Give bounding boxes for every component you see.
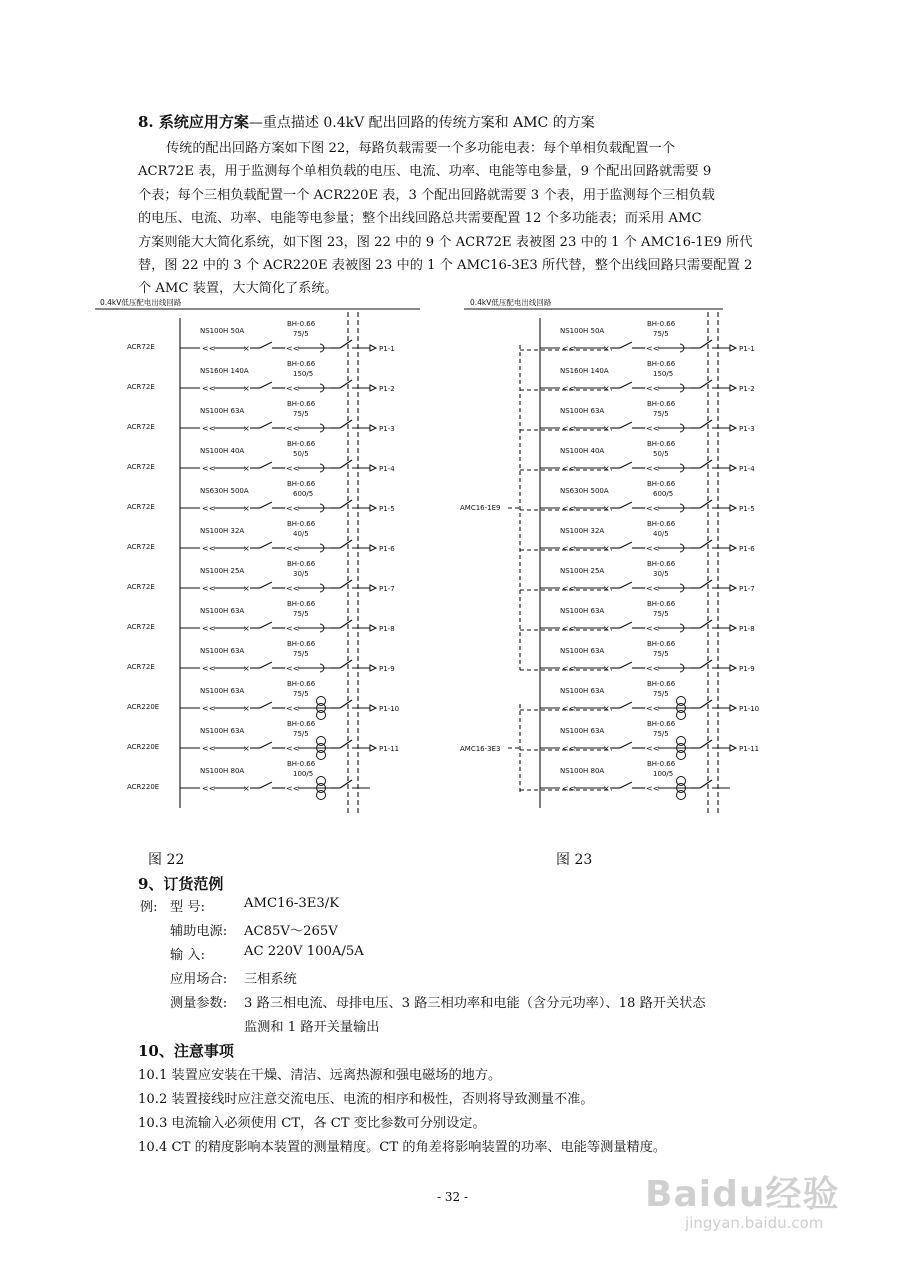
ct-coil-icon <box>677 751 686 760</box>
ct-ratio-label: 40/5 <box>653 530 669 538</box>
output-label: P1-5 <box>739 505 755 513</box>
meter-label: ACR220E <box>127 783 160 791</box>
draw-out-contact: << <box>202 424 216 433</box>
ct-ratio-label: 75/5 <box>293 690 309 698</box>
breaker-contact: × <box>243 584 250 593</box>
output-switch-blade <box>700 660 712 668</box>
ct-type-label: BH-0.66 <box>287 440 316 448</box>
breaker-label: NS100H 80A <box>560 767 605 775</box>
ct-ratio-label: 50/5 <box>293 450 309 458</box>
section-8-title: 8. 系统应用方案 <box>138 113 249 131</box>
breaker-blade <box>620 422 632 428</box>
ct-type-label: BH-0.66 <box>647 760 676 768</box>
meter-label: ACR220E <box>127 743 160 751</box>
breaker-contact: × <box>603 704 610 713</box>
output-label: P1-6 <box>739 545 755 553</box>
breaker-blade <box>620 462 632 468</box>
breaker-blade <box>620 342 632 348</box>
breaker-blade <box>260 662 272 668</box>
order-value-model: AMC16-3E3/K <box>244 896 340 911</box>
draw-out-contact: << <box>562 504 576 513</box>
draw-out-contact: << <box>286 344 300 353</box>
breaker-blade <box>620 702 632 708</box>
ct-type-label: BH-0.66 <box>647 360 676 368</box>
output-arrow-icon <box>730 665 736 671</box>
order-label-params: 测量参数: <box>170 996 228 1011</box>
ct-type-label: BH-0.66 <box>647 320 676 328</box>
breaker-label: NS630H 500A <box>200 487 249 495</box>
breaker-blade <box>260 382 272 388</box>
output-switch-blade <box>700 780 712 788</box>
paragraph-line: 个表；每个三相负载配置一个 ACR220E 表，3 个配出回路就需要 3 个表，用于监测每个三相负载 <box>138 187 715 203</box>
output-switch-blade <box>340 580 352 588</box>
figure-23-caption: 图 23 <box>556 852 593 868</box>
draw-out-contact: << <box>646 504 660 513</box>
output-label: P1-9 <box>379 665 395 673</box>
draw-out-contact: << <box>646 704 660 713</box>
breaker-contact: × <box>603 544 610 553</box>
figure-23-diagram <box>458 296 808 836</box>
paragraph-line: 的电压、电流、功率、电能等电参量；整个出线回路总共需要配置 12 个多功能表；而采用 AMC <box>138 211 702 227</box>
output-switch-blade <box>700 700 712 708</box>
breaker-blade <box>260 502 272 508</box>
draw-out-contact: << <box>646 424 660 433</box>
breaker-label: NS100H 25A <box>560 567 605 575</box>
page-number: - 32 - <box>437 1190 469 1204</box>
output-switch-blade <box>700 340 712 348</box>
ct-type-label: BH-0.66 <box>287 720 316 728</box>
ct-type-label: BH-0.66 <box>647 640 676 648</box>
draw-out-contact: << <box>286 664 300 673</box>
draw-out-contact: << <box>286 624 300 633</box>
output-switch-blade <box>340 740 352 748</box>
meter-label: ACR72E <box>127 463 155 471</box>
breaker-blade <box>260 462 272 468</box>
breaker-blade <box>620 742 632 748</box>
ct-type-label: BH-0.66 <box>287 560 316 568</box>
order-label-model: 型 号: <box>170 900 206 915</box>
breaker-blade <box>620 542 632 548</box>
output-label: P1-6 <box>379 545 395 553</box>
output-switch-blade <box>700 580 712 588</box>
breaker-label: NS100H 63A <box>200 687 245 695</box>
draw-out-contact: << <box>646 384 660 393</box>
output-switch-blade <box>700 380 712 388</box>
breaker-contact: × <box>243 424 250 433</box>
output-arrow-icon <box>730 345 736 351</box>
draw-out-contact: << <box>202 504 216 513</box>
output-arrow-icon <box>370 585 376 591</box>
breaker-blade <box>620 782 632 788</box>
ct-ratio-label: 75/5 <box>653 410 669 418</box>
order-value-power: AC85V～265V <box>244 924 338 939</box>
diagram-title: 0.4kV低压配电出线回路 <box>100 298 182 307</box>
ct-ratio-label: 75/5 <box>653 650 669 658</box>
draw-out-contact: << <box>646 664 660 673</box>
draw-out-contact: << <box>562 744 576 753</box>
breaker-contact: × <box>603 344 610 353</box>
output-arrow-icon <box>370 545 376 551</box>
output-arrow-icon <box>730 585 736 591</box>
breaker-blade <box>620 582 632 588</box>
breaker-blade <box>260 422 272 428</box>
meter-label: ACR72E <box>127 503 155 511</box>
breaker-blade <box>620 502 632 508</box>
ct-coil-icon <box>677 711 686 720</box>
draw-out-contact: << <box>286 424 300 433</box>
draw-out-contact: << <box>562 784 576 793</box>
output-arrow-icon <box>370 425 376 431</box>
breaker-contact: × <box>243 344 250 353</box>
figure-22-diagram <box>95 296 435 836</box>
ct-type-label: BH-0.66 <box>647 440 676 448</box>
breaker-contact: × <box>603 584 610 593</box>
note-item: 10.4 CT 的精度影响本装置的测量精度。CT 的角差将影响装置的功率、电能等测量精度。 <box>138 1140 667 1155</box>
output-label: P1-8 <box>739 625 755 633</box>
paragraph-line: 个 AMC 装置，大大简化了系统。 <box>138 281 338 297</box>
breaker-label: NS160H 140A <box>200 367 249 375</box>
ct-ratio-label: 75/5 <box>293 330 309 338</box>
output-switch-blade <box>700 500 712 508</box>
ct-ratio-label: 75/5 <box>653 690 669 698</box>
paragraph-line: 替，图 22 中的 3 个 ACR220E 表被图 23 中的 1 个 AMC16-3E3 所代替，整个出线回路只需要配置 2 <box>138 258 753 274</box>
order-label-application: 应用场合: <box>170 972 228 987</box>
ct-type-label: BH-0.66 <box>287 400 316 408</box>
order-value-params: 3 路三相电流、母排电压、3 路三相功率和电能（含分元功率）、18 路开关状态 <box>244 996 706 1011</box>
breaker-blade <box>620 662 632 668</box>
breaker-blade <box>260 782 272 788</box>
draw-out-contact: << <box>286 464 300 473</box>
output-arrow-icon <box>370 665 376 671</box>
output-switch-blade <box>340 460 352 468</box>
breaker-blade <box>260 622 272 628</box>
draw-out-contact: << <box>562 624 576 633</box>
meter-label: ACR72E <box>127 423 155 431</box>
output-arrow-icon <box>730 465 736 471</box>
ct-coil-icon <box>317 711 326 720</box>
output-label: P1-9 <box>739 665 755 673</box>
ct-type-label: BH-0.66 <box>287 760 316 768</box>
draw-out-contact: << <box>562 664 576 673</box>
output-label: P1-8 <box>379 625 395 633</box>
output-switch-blade <box>340 540 352 548</box>
draw-out-contact: << <box>202 384 216 393</box>
output-arrow-icon <box>730 425 736 431</box>
ct-type-label: BH-0.66 <box>287 480 316 488</box>
breaker-label: NS100H 40A <box>560 447 605 455</box>
draw-out-contact: << <box>202 784 216 793</box>
draw-out-contact: << <box>562 584 576 593</box>
ct-ratio-label: 75/5 <box>293 650 309 658</box>
output-switch-blade <box>700 420 712 428</box>
paragraph-line: ACR72E 表，用于监测每个单相负载的电压、电流、功率、电能等电参量，9 个配出回路就需要 9 <box>138 164 712 180</box>
ct-coil-icon <box>677 791 686 800</box>
output-label: P1-2 <box>379 385 395 393</box>
note-item: 10.2 装置接线时应注意交流电压、电流的相序和极性，否则将导致测量不准。 <box>138 1092 594 1107</box>
draw-out-contact: << <box>286 544 300 553</box>
meter-label: ACR72E <box>127 543 155 551</box>
draw-out-contact: << <box>202 544 216 553</box>
output-label: P1-1 <box>379 345 395 353</box>
draw-out-contact: << <box>286 704 300 713</box>
order-value-input: AC 220V 100A/5A <box>244 944 364 959</box>
ct-ratio-label: 150/5 <box>293 370 314 378</box>
output-switch-blade <box>340 380 352 388</box>
output-arrow-icon <box>370 465 376 471</box>
order-label-input: 输 入: <box>170 948 206 963</box>
output-arrow-icon <box>730 745 736 751</box>
output-label: P1-5 <box>379 505 395 513</box>
draw-out-contact: << <box>202 744 216 753</box>
order-value-params-continued: 监测和 1 路开关量输出 <box>244 1020 380 1035</box>
breaker-contact: × <box>243 384 250 393</box>
section-8-paragraph <box>138 137 778 301</box>
section-8-heading <box>138 111 595 132</box>
breaker-contact: × <box>243 544 250 553</box>
output-arrow-icon <box>730 505 736 511</box>
draw-out-contact: << <box>646 624 660 633</box>
output-label: P1-2 <box>739 385 755 393</box>
output-label: P1-7 <box>379 585 395 593</box>
output-label: P1-11 <box>739 745 760 753</box>
breaker-contact: × <box>243 504 250 513</box>
section-10-heading: 10、注意事项 <box>138 1042 234 1060</box>
draw-out-contact: << <box>562 344 576 353</box>
draw-out-contact: << <box>286 744 300 753</box>
ct-ratio-label: 100/5 <box>293 770 314 778</box>
breaker-contact: × <box>243 784 250 793</box>
breaker-label: NS100H 50A <box>560 327 605 335</box>
draw-out-contact: << <box>286 384 300 393</box>
ct-type-label: BH-0.66 <box>647 600 676 608</box>
output-switch-blade <box>700 540 712 548</box>
ct-type-label: BH-0.66 <box>647 680 676 688</box>
draw-out-contact: << <box>646 744 660 753</box>
ct-type-label: BH-0.66 <box>647 480 676 488</box>
ct-type-label: BH-0.66 <box>287 600 316 608</box>
breaker-label: NS100H 63A <box>560 647 605 655</box>
output-switch-blade <box>340 420 352 428</box>
output-arrow-icon <box>370 745 376 751</box>
meter-label: ACR72E <box>127 663 155 671</box>
breaker-label: NS100H 63A <box>560 727 605 735</box>
meter-label: ACR72E <box>127 623 155 631</box>
order-label-power: 辅助电源: <box>170 924 228 939</box>
meter-label: ACR72E <box>127 343 155 351</box>
breaker-contact: × <box>243 464 250 473</box>
meter-label: ACR72E <box>127 583 155 591</box>
output-arrow-icon <box>730 385 736 391</box>
output-label: P1-1 <box>739 345 755 353</box>
meter-label: ACR220E <box>127 703 160 711</box>
output-switch-blade <box>340 500 352 508</box>
ct-type-label: BH-0.66 <box>647 560 676 568</box>
section-8-subtitle: —重点描述 0.4kV 配出回路的传统方案和 AMC 的方案 <box>248 115 595 131</box>
ct-ratio-label: 30/5 <box>293 570 309 578</box>
watermark-url: jingyan.baidu.com <box>685 1214 824 1232</box>
draw-out-contact: << <box>202 344 216 353</box>
breaker-contact: × <box>603 384 610 393</box>
breaker-label: NS100H 32A <box>200 527 245 535</box>
output-arrow-icon <box>730 625 736 631</box>
breaker-label: NS100H 25A <box>200 567 245 575</box>
draw-out-contact: << <box>202 584 216 593</box>
order-value-application: 三相系统 <box>244 972 297 987</box>
output-arrow-icon <box>370 345 376 351</box>
output-switch-blade <box>340 780 352 788</box>
breaker-label: NS100H 32A <box>560 527 605 535</box>
output-label: P1-10 <box>739 705 760 713</box>
output-label: P1-3 <box>379 425 395 433</box>
draw-out-contact: << <box>202 624 216 633</box>
breaker-blade <box>260 582 272 588</box>
figure-22-caption: 图 22 <box>148 852 185 868</box>
output-arrow-icon <box>730 705 736 711</box>
breaker-contact: × <box>603 464 610 473</box>
paragraph-line: 方案则能大大简化系统，如下图 23，图 22 中的 9 个 ACR72E 表被图 23 中的 1 个 AMC16-1E9 所代 <box>138 234 753 250</box>
ct-ratio-label: 30/5 <box>653 570 669 578</box>
output-label: P1-10 <box>379 705 400 713</box>
ct-ratio-label: 75/5 <box>653 730 669 738</box>
draw-out-contact: << <box>286 784 300 793</box>
note-item: 10.1 装置应安装在干燥、清洁、远离热源和强电磁场的地方。 <box>138 1068 502 1083</box>
output-switch-blade <box>700 620 712 628</box>
breaker-blade <box>260 742 272 748</box>
breaker-label: NS100H 63A <box>200 647 245 655</box>
draw-out-contact: << <box>286 504 300 513</box>
output-label: P1-4 <box>379 465 395 473</box>
breaker-blade <box>620 622 632 628</box>
ct-ratio-label: 40/5 <box>293 530 309 538</box>
diagram-title: 0.4kV低压配电出线回路 <box>470 298 552 307</box>
ct-ratio-label: 75/5 <box>293 610 309 618</box>
breaker-contact: × <box>243 624 250 633</box>
draw-out-contact: << <box>562 384 576 393</box>
ct-ratio-label: 75/5 <box>653 330 669 338</box>
ct-ratio-label: 50/5 <box>653 450 669 458</box>
watermark-logo: Baidu经验 <box>645 1174 840 1215</box>
ct-ratio-label: 100/5 <box>653 770 674 778</box>
draw-out-contact: << <box>202 464 216 473</box>
ct-type-label: BH-0.66 <box>647 720 676 728</box>
amc-device-label: AMC16-1E9 <box>460 504 501 512</box>
ct-ratio-label: 150/5 <box>653 370 674 378</box>
breaker-blade <box>260 542 272 548</box>
breaker-contact: × <box>603 784 610 793</box>
ct-ratio-label: 75/5 <box>293 730 309 738</box>
ct-type-label: BH-0.66 <box>647 400 676 408</box>
breaker-contact: × <box>243 704 250 713</box>
breaker-contact: × <box>243 744 250 753</box>
draw-out-contact: << <box>646 544 660 553</box>
paragraph-line: 传统的配出回路方案如下图 22，每路负载需要一个多功能电表：每个单相负载配置一个 <box>166 141 675 156</box>
order-example-label: 例: <box>140 900 158 915</box>
breaker-contact: × <box>243 664 250 673</box>
ct-type-label: BH-0.66 <box>647 520 676 528</box>
output-arrow-icon <box>370 385 376 391</box>
output-label: P1-7 <box>739 585 755 593</box>
breaker-label: NS100H 40A <box>200 447 245 455</box>
output-arrow-icon <box>730 545 736 551</box>
draw-out-contact: << <box>562 464 576 473</box>
ct-coil-icon <box>317 751 326 760</box>
ct-type-label: BH-0.66 <box>287 360 316 368</box>
ct-type-label: BH-0.66 <box>287 640 316 648</box>
breaker-label: NS100H 50A <box>200 327 245 335</box>
breaker-blade <box>620 382 632 388</box>
output-arrow-icon <box>370 505 376 511</box>
breaker-contact: × <box>603 424 610 433</box>
draw-out-contact: << <box>562 704 576 713</box>
section-9-heading: 9、订货范例 <box>138 875 224 893</box>
draw-out-contact: << <box>286 584 300 593</box>
breaker-label: NS100H 80A <box>200 767 245 775</box>
amc-device-label: AMC16-3E3 <box>460 745 501 753</box>
ct-coil-icon <box>317 791 326 800</box>
breaker-label: NS100H 63A <box>200 407 245 415</box>
breaker-contact: × <box>603 664 610 673</box>
breaker-blade <box>260 342 272 348</box>
breaker-label: NS100H 63A <box>560 687 605 695</box>
ct-ratio-label: 75/5 <box>293 410 309 418</box>
draw-out-contact: << <box>646 464 660 473</box>
breaker-label: NS100H 63A <box>560 407 605 415</box>
ct-ratio-label: 600/5 <box>293 490 314 498</box>
ct-type-label: BH-0.66 <box>287 680 316 688</box>
breaker-label: NS630H 500A <box>560 487 609 495</box>
draw-out-contact: << <box>646 344 660 353</box>
draw-out-contact: << <box>562 544 576 553</box>
ct-ratio-label: 75/5 <box>653 610 669 618</box>
breaker-label: NS100H 63A <box>200 727 245 735</box>
draw-out-contact: << <box>646 584 660 593</box>
breaker-label: NS160H 140A <box>560 367 609 375</box>
output-arrow-icon <box>370 705 376 711</box>
breaker-contact: × <box>603 744 610 753</box>
breaker-label: NS100H 63A <box>200 607 245 615</box>
output-switch-blade <box>340 700 352 708</box>
output-switch-blade <box>700 740 712 748</box>
ct-type-label: BH-0.66 <box>287 320 316 328</box>
output-switch-blade <box>340 620 352 628</box>
meter-label: ACR72E <box>127 383 155 391</box>
output-label: P1-3 <box>739 425 755 433</box>
draw-out-contact: << <box>202 704 216 713</box>
output-arrow-icon <box>370 625 376 631</box>
note-item: 10.3 电流输入必须使用 CT，各 CT 变比参数可分别设定。 <box>138 1116 486 1131</box>
breaker-label: NS100H 63A <box>560 607 605 615</box>
draw-out-contact: << <box>646 784 660 793</box>
ct-type-label: BH-0.66 <box>287 520 316 528</box>
breaker-contact: × <box>603 504 610 513</box>
breaker-contact: × <box>603 624 610 633</box>
draw-out-contact: << <box>202 664 216 673</box>
breaker-blade <box>260 702 272 708</box>
output-switch-blade <box>340 660 352 668</box>
ct-ratio-label: 600/5 <box>653 490 674 498</box>
draw-out-contact: << <box>562 424 576 433</box>
output-label: P1-11 <box>379 745 400 753</box>
output-switch-blade <box>340 340 352 348</box>
output-label: P1-4 <box>739 465 755 473</box>
output-switch-blade <box>700 460 712 468</box>
